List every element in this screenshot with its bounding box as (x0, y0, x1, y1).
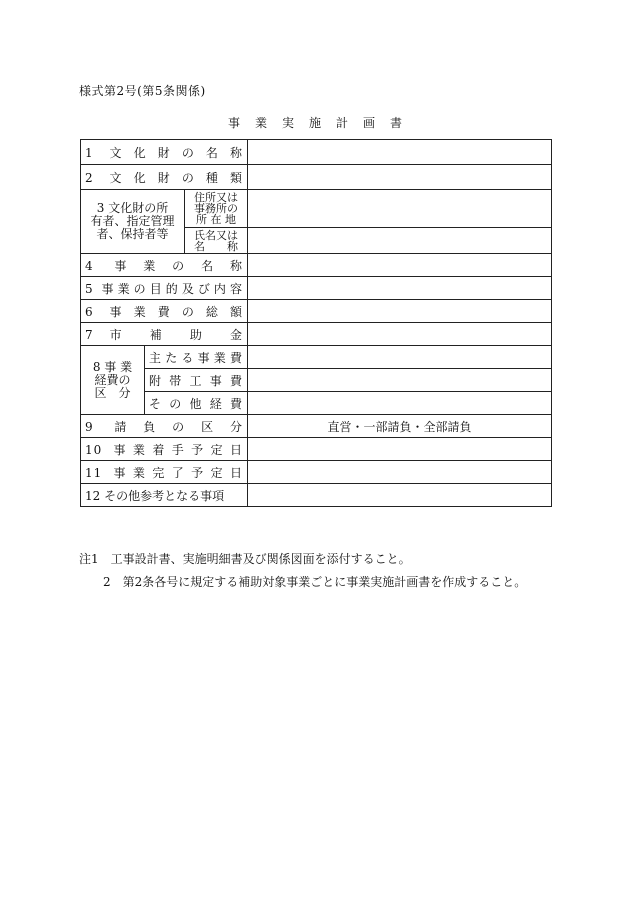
address-label-line: 所 在 地 (196, 213, 236, 226)
row-label: 6 事業費の総額 (85, 304, 243, 319)
row-other-reference (81, 484, 552, 507)
value-cell[interactable] (248, 461, 552, 484)
row-other-cost (81, 392, 552, 415)
row-cultural-property-name (81, 140, 552, 165)
row-label: 12 その他参考となる事項 (85, 488, 225, 503)
cost-category-label-line: 経費の (94, 372, 131, 387)
owner-label-line: 有者、指定管理 (90, 214, 175, 228)
address-label (189, 192, 243, 225)
row-contract-type (81, 415, 552, 438)
value-cell[interactable] (248, 346, 552, 369)
other-cost-label: その他経費 (149, 396, 243, 411)
ancillary-cost-label-cell (145, 369, 248, 392)
cost-category-label-line: 区 分 (94, 385, 131, 400)
name-label-line: 氏名又は (194, 228, 238, 242)
value-cell[interactable] (248, 140, 552, 165)
value-cell[interactable] (248, 484, 552, 507)
ancillary-cost-label: 附帯工事費 (149, 373, 243, 388)
value-cell[interactable] (248, 323, 552, 346)
row-owner-address (81, 190, 552, 228)
label-cell (81, 165, 248, 190)
value-cell[interactable] (248, 277, 552, 300)
label-cell (81, 438, 248, 461)
row-label: 7 市 補 助 金 (85, 327, 243, 342)
cost-category-label (85, 361, 140, 400)
label-cell (81, 277, 248, 300)
owner-label-line: 3 文化財の所 (96, 201, 169, 215)
row-project-total-cost (81, 300, 552, 323)
row-label: 1 文化財の名称 (85, 145, 243, 160)
address-label-cell (185, 190, 248, 228)
owner-label-line: 者、保持者等 (96, 227, 169, 241)
label-cell (81, 415, 248, 438)
plan-table (80, 139, 552, 507)
row-label: 9 請負の区分 (85, 419, 243, 434)
cost-category-label-line: 8 事 業 (92, 359, 133, 374)
name-label-line: 名 称 (194, 239, 238, 253)
label-cell (81, 140, 248, 165)
note-1: 注1 工事設計書、実施明細書及び関係図面を添付すること。 (79, 552, 411, 566)
value-cell[interactable] (248, 190, 552, 228)
row-start-date (81, 438, 552, 461)
other-cost-label-cell (145, 392, 248, 415)
owner-label-cell (81, 190, 185, 254)
notes (79, 548, 526, 594)
cost-category-label-cell (81, 346, 145, 415)
value-cell[interactable] (248, 254, 552, 277)
owner-label (85, 202, 180, 241)
name-label-cell (185, 228, 248, 254)
value-cell[interactable] (248, 369, 552, 392)
name-label (189, 230, 243, 252)
row-label: 2 文化財の種類 (85, 170, 243, 185)
value-cell[interactable] (248, 228, 552, 254)
document-title: 事業実施計画書 (227, 116, 417, 130)
row-label: 11 事業完了予定日 (85, 465, 243, 480)
main-cost-label: 主たる事業費 (149, 350, 243, 365)
value-cell[interactable] (248, 300, 552, 323)
row-completion-date (81, 461, 552, 484)
value-cell[interactable] (248, 392, 552, 415)
note-2: 2 第2条各号に規定する補助対象事業ごとに事業実施計画書を作成すること。 (103, 575, 527, 589)
address-label-line: 事務所の (194, 202, 238, 215)
row-project-name (81, 254, 552, 277)
label-cell (81, 323, 248, 346)
contract-type-options[interactable]: 直営・一部請負・全部請負 (248, 415, 552, 438)
address-label-line: 住所又は (194, 191, 238, 204)
row-main-cost (81, 346, 552, 369)
value-cell[interactable] (248, 438, 552, 461)
label-cell (81, 484, 248, 507)
row-project-purpose (81, 277, 552, 300)
form-number: 様式第2号(第5条関係) (79, 84, 206, 98)
label-cell (81, 461, 248, 484)
row-label: 5 事業の目的及び内容 (85, 281, 243, 296)
label-cell (81, 254, 248, 277)
label-cell (81, 300, 248, 323)
row-ancillary-cost (81, 369, 552, 392)
row-city-subsidy (81, 323, 552, 346)
row-label: 10 事業着手予定日 (85, 442, 243, 457)
value-cell[interactable] (248, 165, 552, 190)
row-label: 4 事業の名称 (85, 258, 243, 273)
row-cultural-property-type (81, 165, 552, 190)
main-cost-label-cell (145, 346, 248, 369)
